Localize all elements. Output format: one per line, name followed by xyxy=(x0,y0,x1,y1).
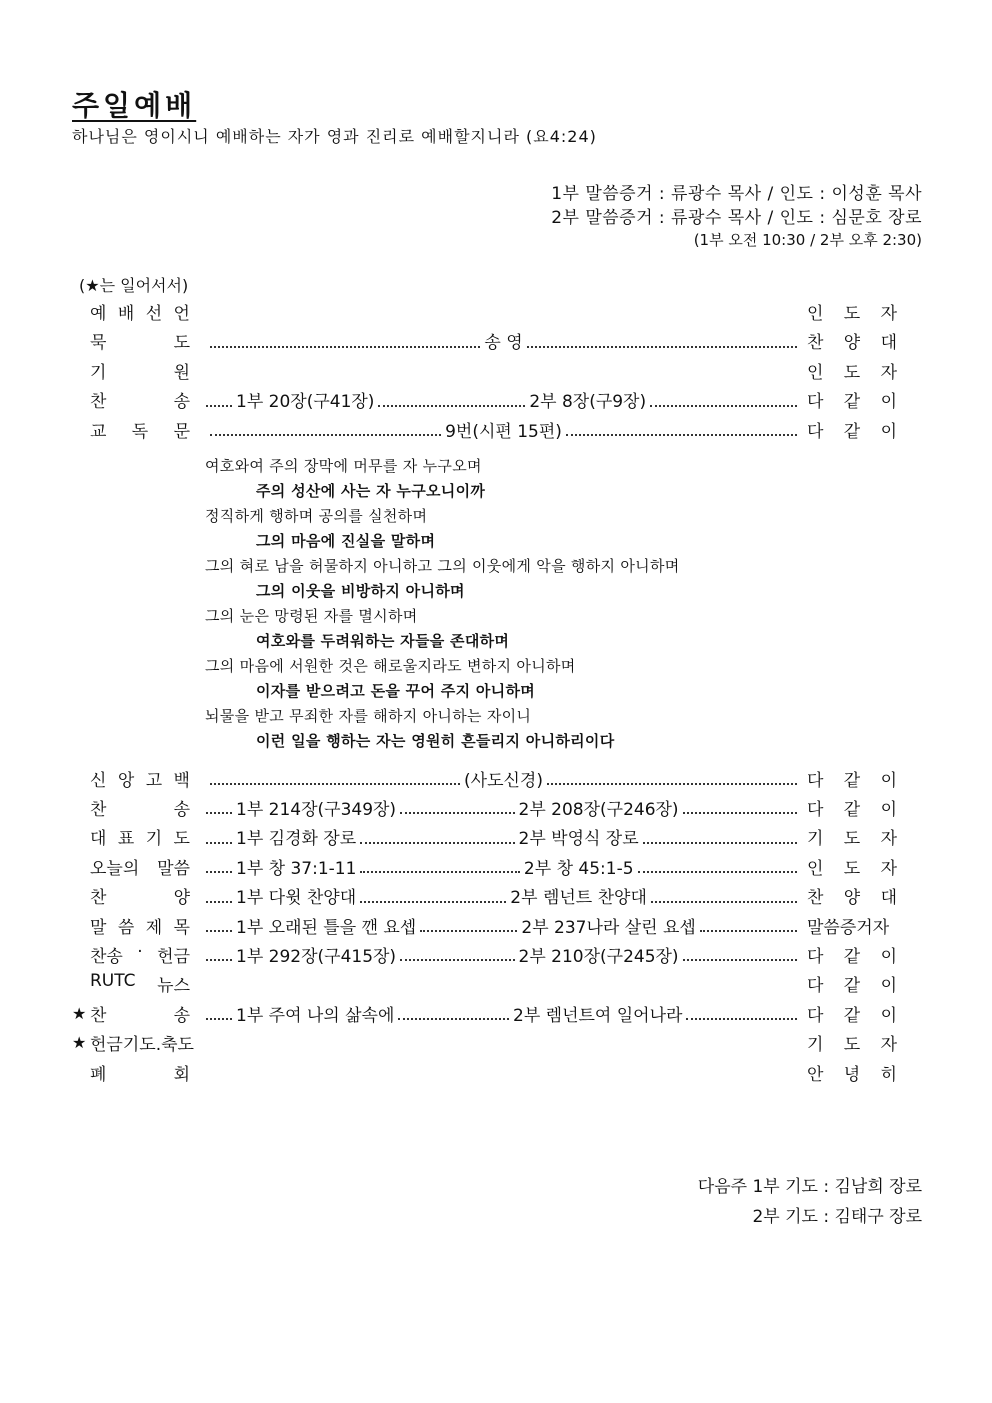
order-item-leader-part: 같 xyxy=(843,421,861,442)
order-item-leader-part: 같 xyxy=(843,946,861,967)
order-item-label-part: 헌금기도.축도 xyxy=(90,1035,194,1056)
part2-detail: 2부 210장(구245장) xyxy=(518,946,679,967)
order-item xyxy=(72,883,897,909)
order-item-label-part: 신 xyxy=(90,770,107,791)
order-item-label-part: 폐 xyxy=(90,1064,107,1085)
order-item-leader-part: 이 xyxy=(880,770,897,791)
leader-dots xyxy=(650,405,797,407)
order-item-leader-part: 다 xyxy=(807,799,824,820)
leader-dots xyxy=(210,783,460,785)
order-item-label-part: 송 xyxy=(173,1005,190,1026)
order-item-label-part: 찬송 xyxy=(90,946,123,967)
part1-detail: 1부 창 37:1-11 xyxy=(236,858,357,879)
order-item-leader xyxy=(807,795,897,820)
order-item-label-part: 양 xyxy=(173,888,190,909)
order-item-label xyxy=(88,1001,190,1026)
order-item-label-part: 언 xyxy=(173,303,190,324)
order-item-label xyxy=(88,299,190,324)
order-item xyxy=(72,1059,897,1085)
standing-star-icon: ★ xyxy=(72,1033,87,1053)
order-item-leader-part: 다 xyxy=(807,976,824,997)
reading-congregation-line: 그의 이웃을 비방하지 아니하며 xyxy=(256,582,465,600)
part1-detail: 1부 20장(구41장) xyxy=(236,392,375,412)
order-item-detail xyxy=(206,417,801,442)
order-item-leader-part: 자 xyxy=(880,1035,897,1056)
leader-dots xyxy=(360,871,520,873)
leader-dots xyxy=(206,930,232,932)
order-item-leader-part: 대 xyxy=(880,333,897,353)
order-item xyxy=(72,1030,897,1056)
page-title: 주일예배 xyxy=(72,89,197,122)
order-item-detail xyxy=(206,766,801,791)
order-item-leader-part: 양 xyxy=(843,333,861,353)
center-detail: 송 영 xyxy=(484,333,523,353)
order-item-label-part: 독 xyxy=(131,421,149,442)
service-times: (1부 오전 10:30 / 2부 오후 2:30) xyxy=(693,231,922,249)
order-item-leader-part: 찬 xyxy=(807,333,824,353)
order-item-leader-part: 같 xyxy=(843,1005,861,1026)
leader-dots xyxy=(547,783,797,785)
leader-dots xyxy=(400,959,514,961)
order-item-leader xyxy=(807,1030,897,1055)
order-item-label-part: 예 xyxy=(90,303,107,324)
reading-congregation-line: 여호와를 두려워하는 자들을 존대하며 xyxy=(256,632,510,650)
order-item-label xyxy=(88,795,190,820)
order-item-leader-part: 다 xyxy=(807,946,824,967)
order-item-leader xyxy=(807,942,897,967)
order-item-label xyxy=(88,1060,190,1085)
leader-dots xyxy=(420,930,517,932)
order-item-detail xyxy=(206,824,801,849)
order-item-label-part: 교 xyxy=(90,421,107,442)
order-item-label xyxy=(88,942,190,967)
leader-dots xyxy=(378,405,525,407)
order-item-label-part: 말씀 xyxy=(157,858,190,879)
order-item-leader-part: 다 xyxy=(807,421,824,442)
order-item-detail xyxy=(206,1071,801,1073)
order-item-label xyxy=(88,328,190,353)
part1-detail: 1부 김경화 장로 xyxy=(236,829,357,850)
leader-dots xyxy=(206,959,232,961)
reading-congregation-line: 주의 성산에 사는 자 누구오니이까 xyxy=(256,482,486,500)
order-item-label-part: 고 xyxy=(145,770,163,791)
order-item-leader-part: 이 xyxy=(880,1005,897,1026)
leader-dots xyxy=(210,346,480,348)
order-item-leader-part: 같 xyxy=(843,392,861,412)
leader-dots xyxy=(651,901,797,903)
part2-detail: 2부 박영식 장로 xyxy=(518,829,639,850)
leader-dots xyxy=(643,842,797,844)
order-item-leader-part: 같 xyxy=(843,770,861,791)
order-item-leader-part: 자 xyxy=(880,858,897,879)
part2-detail: 2부 8장(구9장) xyxy=(529,392,647,412)
order-item-label-part: 묵 xyxy=(90,333,107,353)
order-item-leader-part: 도 xyxy=(843,829,861,850)
order-item-leader-part: 양 xyxy=(843,888,861,909)
order-item-label-part: 송 xyxy=(173,799,190,820)
order-item-label-part: 표 xyxy=(117,829,135,850)
reading-congregation-line: 이자를 받으려고 돈을 꾸어 주지 아니하며 xyxy=(256,682,536,700)
order-item-leader-part: 녕 xyxy=(843,1064,861,1085)
order-item-leader-part: 같 xyxy=(843,799,861,820)
order-item-leader xyxy=(807,854,897,879)
order-item-leader-part: 인 xyxy=(807,362,824,383)
preacher-line-2: 2부 말씀증거 : 류광수 목사 / 인도 : 심문호 장로 xyxy=(551,208,922,228)
leader-dots xyxy=(206,812,232,814)
leader-dots xyxy=(683,959,797,961)
leader-dots xyxy=(566,434,797,436)
order-item xyxy=(72,1000,897,1026)
order-item-label-part: 오늘의 xyxy=(90,858,140,879)
order-item-leader xyxy=(807,971,897,996)
order-item-label-part: 문 xyxy=(173,421,190,442)
order-item-leader xyxy=(807,883,897,908)
order-item-leader-part: 자 xyxy=(880,362,897,383)
order-item-detail xyxy=(206,369,801,371)
order-item-leader xyxy=(807,358,897,383)
order-item-label-part: 선 xyxy=(145,303,163,324)
order-item-label-part: 헌금 xyxy=(157,946,190,967)
order-item-leader-part: 이 xyxy=(880,392,897,412)
order-item-label-part: 배 xyxy=(117,303,135,324)
order-item-leader xyxy=(807,1001,897,1026)
next-week-prayer-2: 2부 기도 : 김태구 장로 xyxy=(752,1207,922,1227)
order-item-leader-part: 말씀증거자 xyxy=(807,917,890,938)
reading-leader-line: 그의 눈은 망령된 자를 멸시하며 xyxy=(205,607,418,625)
leader-dots xyxy=(360,901,506,903)
leader-dots xyxy=(210,434,441,436)
order-item-leader xyxy=(807,913,897,938)
part2-detail: 2부 창 45:1-5 xyxy=(523,858,634,879)
part2-detail: 2부 237나라 살린 요셉 xyxy=(521,917,696,938)
next-week-prayer-1: 다음주 1부 기도 : 김남희 장로 xyxy=(697,1177,922,1197)
order-item-detail xyxy=(206,310,801,312)
preacher-line-1: 1부 말씀증거 : 류광수 목사 / 인도 : 이성훈 목사 xyxy=(551,184,922,204)
reading-leader-line: 정직하게 행하며 공의를 실천하며 xyxy=(205,507,428,525)
order-item xyxy=(72,912,897,938)
order-item-leader-part: 이 xyxy=(880,799,897,820)
leader-dots xyxy=(206,405,232,407)
order-item-leader xyxy=(807,417,897,442)
order-item-detail xyxy=(206,387,801,412)
leader-dots xyxy=(206,1018,232,1020)
order-item-label-part: 찬 xyxy=(90,888,107,909)
order-item-leader xyxy=(807,1060,897,1085)
order-item-leader-part: 같 xyxy=(843,976,861,997)
order-item-detail xyxy=(206,942,801,967)
reading-leader-line: 여호와여 주의 장막에 머무를 자 누구오며 xyxy=(205,457,482,475)
order-item-leader xyxy=(807,328,897,353)
order-item-leader-part: 기 xyxy=(807,1035,824,1056)
order-item-leader-part: 다 xyxy=(807,392,824,412)
leader-dots xyxy=(206,871,232,873)
order-item xyxy=(72,357,897,383)
order-item-leader-part: 이 xyxy=(880,421,897,442)
order-item-leader-part: 자 xyxy=(880,303,897,324)
order-item-label xyxy=(88,913,190,938)
order-item-label-part: 대 xyxy=(90,829,107,850)
order-item-leader-part: 다 xyxy=(807,770,824,791)
order-item-leader-part: 다 xyxy=(807,1005,824,1026)
order-item-label-part: 뉴스 xyxy=(157,976,190,997)
part1-detail: 1부 다윗 찬양대 xyxy=(236,888,357,909)
part2-detail: 2부 208장(구246장) xyxy=(518,799,679,820)
standing-note: (★는 일어서서) xyxy=(79,276,189,295)
part1-detail: 1부 오래된 틀을 깬 요셉 xyxy=(236,917,417,938)
leader-dots xyxy=(206,901,232,903)
order-item-leader-part: 안 xyxy=(807,1064,824,1085)
order-item xyxy=(72,328,897,354)
reading-congregation-line: 그의 마음에 진실을 말하며 xyxy=(256,532,436,550)
leader-dots xyxy=(700,930,797,932)
order-item-label-part: 말 xyxy=(90,917,107,938)
center-detail: (사도신경) xyxy=(464,770,543,791)
order-item-label xyxy=(88,387,190,412)
leader-dots xyxy=(206,842,232,844)
order-item-label-part: RUTC xyxy=(90,971,136,992)
order-item-leader xyxy=(807,766,897,791)
order-item-label-part: 찬 xyxy=(90,799,107,820)
order-item-leader-part: 인 xyxy=(807,858,824,879)
order-item-detail xyxy=(206,1042,801,1044)
order-item-label-part: 백 xyxy=(173,770,190,791)
order-item-label-part: 회 xyxy=(173,1064,190,1085)
order-item-leader-part: 대 xyxy=(880,888,897,909)
part1-detail: 1부 292장(구415장) xyxy=(236,946,397,967)
order-item-leader-part: 도 xyxy=(843,858,861,879)
order-item-label-part: 원 xyxy=(173,362,190,383)
order-item-label xyxy=(88,358,190,383)
order-item-label-part: 씀 xyxy=(117,917,135,938)
order-item-detail xyxy=(206,854,801,879)
order-item-leader-part: 도 xyxy=(843,1035,861,1056)
leader-dots xyxy=(398,1018,509,1020)
leader-dots xyxy=(527,346,797,348)
order-item-label-part: 목 xyxy=(173,917,190,938)
order-item-detail xyxy=(206,795,801,820)
order-item-leader-part: 기 xyxy=(807,829,824,850)
order-item-leader-part: 히 xyxy=(880,1064,897,1085)
order-item-label-part: 제 xyxy=(145,917,163,938)
order-item-label-part: 도 xyxy=(173,333,190,353)
reading-leader-line: 뇌물을 받고 무죄한 자를 해하지 아니하는 자이니 xyxy=(205,707,532,725)
order-item-label-part: 기 xyxy=(145,829,163,850)
order-item-detail xyxy=(206,913,801,938)
order-item-leader-part: 이 xyxy=(880,976,897,997)
part2-detail: 2부 렘넌트여 일어나라 xyxy=(513,1005,683,1026)
leader-dots xyxy=(638,871,798,873)
part1-detail: 1부 214장(구349장) xyxy=(236,799,397,820)
order-item-label-part: 찬 xyxy=(90,1005,107,1026)
order-item-leader-part: 도 xyxy=(843,303,861,324)
order-item-detail xyxy=(206,883,801,908)
order-item-leader-part: 인 xyxy=(807,303,824,324)
order-item xyxy=(72,387,897,413)
order-item-label-part: 송 xyxy=(173,392,190,412)
order-item-label-part: 앙 xyxy=(117,770,135,791)
order-item-label xyxy=(88,971,190,996)
scripture-verse: 하나님은 영이시니 예배하는 자가 영과 진리로 예배할지니라 (요4:24) xyxy=(72,127,597,146)
order-item-label xyxy=(88,417,190,442)
order-item-label-part: 도 xyxy=(173,829,190,850)
leader-dots xyxy=(400,812,514,814)
order-item-label xyxy=(88,1030,194,1056)
center-detail: 9번(시편 15편) xyxy=(445,421,562,442)
reading-leader-line: 그의 혀로 남을 허물하지 아니하고 그의 이웃에게 악을 행하지 아니하며 xyxy=(205,557,680,575)
order-item-label xyxy=(88,824,190,849)
order-item xyxy=(72,298,897,324)
part2-detail: 2부 렘넌트 찬양대 xyxy=(510,888,647,909)
order-item-leader xyxy=(807,387,897,412)
order-item-leader xyxy=(807,299,897,324)
leader-dots xyxy=(360,842,514,844)
order-item xyxy=(72,416,897,442)
order-item-leader xyxy=(807,824,897,849)
order-item xyxy=(72,824,897,850)
order-item-leader-part: 찬 xyxy=(807,888,824,909)
order-item xyxy=(72,765,897,791)
part1-detail: 1부 주여 나의 삶속에 xyxy=(236,1005,395,1026)
leader-dots xyxy=(686,1018,797,1020)
order-item-leader-part: 이 xyxy=(880,946,897,967)
order-item-label-part: 기 xyxy=(90,362,107,383)
order-item-leader-part: 도 xyxy=(843,362,861,383)
order-item-detail xyxy=(206,983,801,985)
reading-leader-line: 그의 마음에 서원한 것은 해로울지라도 변하지 아니하며 xyxy=(205,657,576,675)
order-item xyxy=(72,794,897,820)
order-item-detail xyxy=(206,328,801,353)
order-item xyxy=(72,941,897,967)
order-item-label xyxy=(88,766,190,791)
standing-star-icon: ★ xyxy=(72,1003,87,1023)
leader-dots xyxy=(683,812,797,814)
order-item-label xyxy=(88,854,190,879)
order-item-label-part: 찬 xyxy=(90,392,107,412)
order-item-detail xyxy=(206,1001,801,1026)
order-item-leader-part: 자 xyxy=(880,829,897,850)
order-item xyxy=(72,971,897,997)
order-item-label-part: · xyxy=(137,941,143,962)
order-item xyxy=(72,853,897,879)
order-item-label xyxy=(88,883,190,908)
reading-congregation-line: 이런 일을 행하는 자는 영원히 흔들리지 아니하리이다 xyxy=(256,732,615,750)
